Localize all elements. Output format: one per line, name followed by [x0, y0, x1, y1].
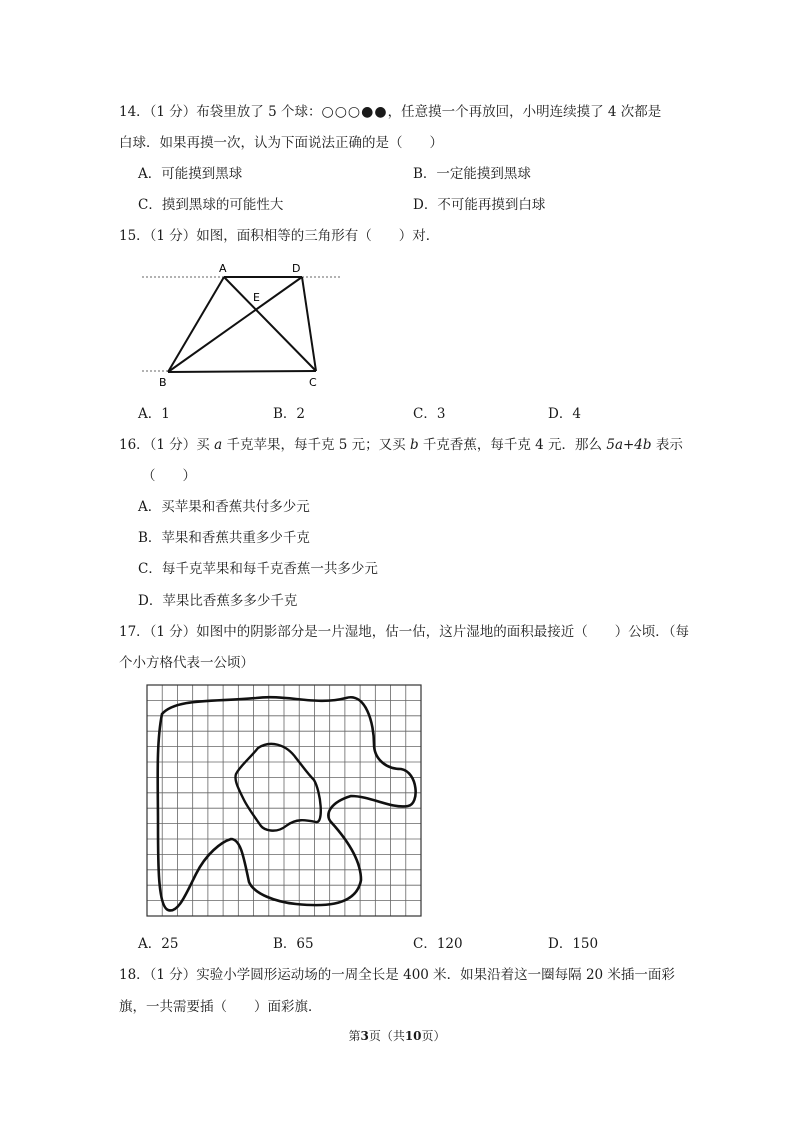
page-footer	[0, 1027, 794, 1044]
q14-stem-line2: 白球．如果再摸一次，认为下面说法正确的是（ ）	[119, 135, 443, 151]
label-b: B	[159, 376, 167, 389]
q15-option-a[interactable]: A．1	[138, 406, 170, 422]
q16-option-a[interactable]: A．买苹果和香蕉共付多少元	[138, 499, 310, 515]
q14-option-c[interactable]: C．摸到黑球的可能性大	[138, 197, 284, 213]
q18-stem-line2: 旗，一共需要插（ ）面彩旗．	[119, 999, 322, 1015]
diagonal-ac	[224, 277, 316, 371]
q17-option-a[interactable]: A．25	[138, 936, 179, 952]
q16-text-post: 表示	[651, 437, 683, 453]
total-pages: 10	[404, 1029, 422, 1043]
q15-option-d[interactable]: D．4	[548, 406, 581, 422]
q16-option-b[interactable]: B．苹果和香蕉共重多少千克	[138, 530, 310, 546]
trapezoid-figure	[140, 258, 340, 393]
wetland-inner-hole	[235, 744, 320, 831]
side-bc	[168, 371, 316, 372]
q15-option-b[interactable]: B．2	[273, 406, 306, 422]
q16-text-mid1: 千克苹果，每千克 5 元；又买	[222, 437, 410, 453]
wetland-grid-figure	[146, 684, 424, 918]
label-c: C	[309, 376, 317, 389]
q14-option-a[interactable]: A．可能摸到黑球	[138, 166, 243, 182]
expression: 5a+4b	[606, 437, 652, 453]
q14-option-d[interactable]: D．不可能再摸到白球	[413, 197, 546, 213]
q14-text-cont: ，任意摸一个再放回，小明连续摸了 4 次都是	[387, 104, 662, 120]
page-number: 3	[360, 1029, 369, 1043]
grid-lines	[147, 685, 421, 916]
diagonal-bd	[168, 277, 302, 372]
footer-mid: 页（共	[368, 1029, 405, 1043]
q17-option-d[interactable]: D．150	[548, 936, 599, 952]
q14-option-b[interactable]: B．一定能摸到黑球	[413, 166, 531, 182]
footer-post: 页）	[421, 1029, 446, 1043]
balls-symbols: ○○○●●	[321, 104, 388, 120]
q17-option-c[interactable]: C．120	[413, 936, 463, 952]
var-a: a	[214, 437, 223, 453]
q16-option-c[interactable]: C．每千克苹果和每千克香蕉一共多少元	[138, 561, 378, 577]
q17-option-b[interactable]: B．65	[273, 936, 314, 952]
q16-text-mid2: 千克香蕉，每千克 4 元．那么	[418, 437, 607, 453]
var-b: b	[409, 437, 419, 453]
label-a: A	[219, 262, 227, 275]
side-ab	[168, 277, 224, 372]
q18-stem-line1: 18．（1 分）实验小学圆形运动场的一周全长是 400 米．如果沿着这一圈每隔 20 米插一面彩	[119, 967, 675, 983]
q17-stem-line2: 个小方格代表一公顷）	[119, 655, 254, 671]
q15-stem: 15．（1 分）如图，面积相等的三角形有（ ）对．	[119, 228, 440, 244]
q15-option-c[interactable]: C．3	[413, 406, 446, 422]
label-d: D	[292, 262, 301, 275]
q14-stem-line1	[119, 103, 661, 121]
footer-pre: 第	[348, 1029, 361, 1043]
label-e: E	[253, 291, 260, 304]
q14-text: 14．（1 分）布袋里放了 5 个球：	[119, 104, 322, 120]
q16-stem-line2: （ ）	[142, 468, 196, 484]
side-dc	[302, 277, 316, 371]
q17-stem-line1: 17．（1 分）如图中的阴影部分是一片湿地，估一估，这片湿地的面积最接近（ ）公顷．（每	[119, 624, 690, 640]
q16-stem-line1	[119, 436, 683, 454]
q16-option-d[interactable]: D．苹果比香蕉多多少千克	[138, 593, 298, 609]
wetland-outline	[158, 697, 416, 910]
q16-text: 16．（1 分）买	[119, 437, 215, 453]
